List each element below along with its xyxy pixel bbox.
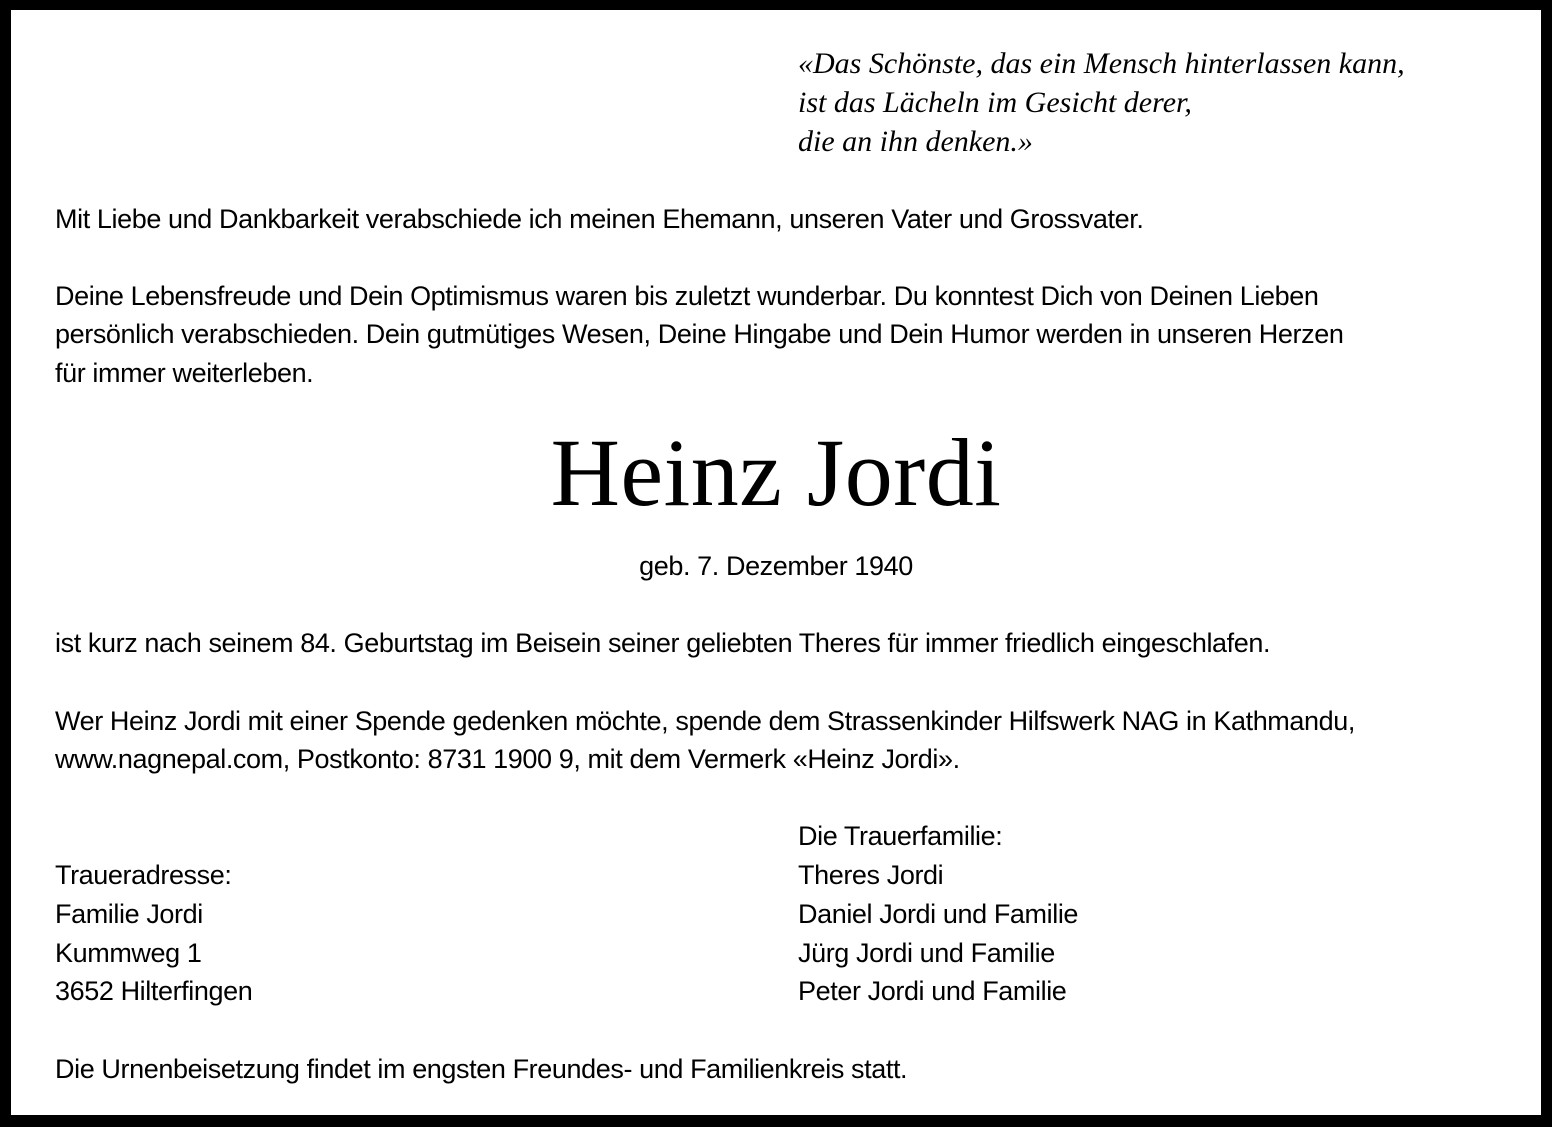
burial-note: Die Urnenbeisetzung findet im engsten Freundes- und Familienkreis statt. [55,1054,908,1084]
passing-text: ist kurz nach seinem 84. Geburtstag im Beisein seiner geliebten Theres für immer friedlich eingeschlafen. [55,628,1271,658]
donation-line: www.nagnepal.com, Postkonto: 8731 1900 9, mit dem Vermerk «Heinz Jordi». [55,744,960,774]
intro-text: Mit Liebe und Dankbarkeit verabschiede ich meinen Ehemann, unseren Vater und Grossvater. [55,204,1144,234]
quote-line: «Das Schönste, das ein Mensch hinterlassen kann, [798,47,1405,80]
family-member: Jürg Jordi und Familie [798,938,1055,968]
quote-line: ist das Lächeln im Gesicht derer, [798,86,1192,119]
family-label: Die Trauerfamilie: [798,821,1003,851]
tribute-line: persönlich verabschieden. Dein gutmütiges Wesen, Deine Hingabe und Dein Humor werden in unseren Herzen [55,319,1344,349]
tribute-line: für immer weiterleben. [55,358,314,388]
address-label: Traueradresse: [55,860,232,890]
deceased-name: Heinz Jordi [550,419,1002,526]
donation-line: Wer Heinz Jordi mit einer Spende gedenken möchte, spende dem Strassenkinder Hilfswerk NAG in Kathmandu, [55,706,1355,736]
family-member: Theres Jordi [798,860,944,890]
quote-line: die an ihn denken.» [798,125,1033,158]
family-member: Daniel Jordi und Familie [798,899,1079,929]
address-line: Kummweg 1 [55,938,202,968]
tribute-line: Deine Lebensfreude und Dein Optimismus waren bis zuletzt wunderbar. Du konntest Dich von Deinen Lieben [55,281,1319,311]
family-member: Peter Jordi und Familie [798,976,1067,1006]
birth-date: geb. 7. Dezember 1940 [639,551,913,581]
address-line: Familie Jordi [55,899,203,929]
address-line: 3652 Hilterfingen [55,976,253,1006]
